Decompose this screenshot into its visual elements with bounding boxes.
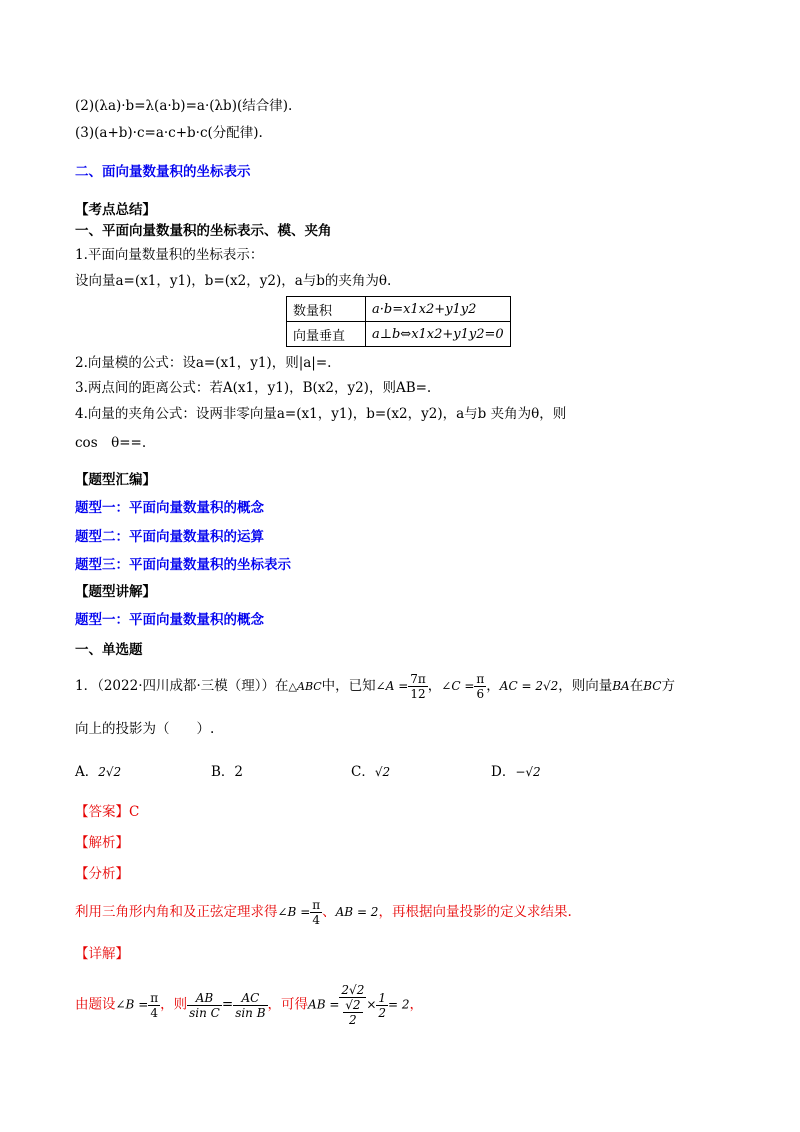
type-link-1[interactable]: 题型一：平面向量数量积的概念: [75, 500, 264, 516]
problem-number: 1．: [75, 678, 98, 694]
option-b[interactable]: [211, 760, 243, 780]
ab-lhs: AB =: [308, 997, 340, 1012]
fraction-numerator: π: [312, 898, 321, 912]
option-value: −√2: [515, 765, 541, 779]
angle-a-fraction: [408, 672, 428, 701]
single-choice-title: 一、单选题: [75, 642, 143, 658]
fraction-denominator: 4: [312, 913, 321, 927]
tixing-title: 【题型汇编】: [75, 472, 156, 488]
equals-sign: =: [221, 996, 234, 1013]
sine-law-rhs: [233, 991, 267, 1020]
separator: 、: [322, 904, 336, 920]
detail-get: ，可得: [267, 996, 309, 1013]
type-link-2[interactable]: 题型二：平面向量数量积的运算: [75, 529, 264, 545]
dot-product-table: [286, 296, 511, 347]
fraction-numerator: π: [150, 990, 159, 1005]
table-value-cell: a⊥b⇔x1x2+y1y2=0: [366, 322, 511, 347]
angle-b-lhs: ∠B =: [115, 997, 149, 1012]
separator: ，: [486, 678, 500, 694]
option-a[interactable]: [75, 760, 121, 780]
angle-c-fraction: [474, 672, 486, 701]
fraction-denominator: 2: [349, 1013, 357, 1027]
item1-text: 1.平面向量数量积的坐标表示：: [75, 247, 264, 263]
fraction-denominator: [339, 998, 366, 1027]
option-label: D．: [491, 764, 516, 780]
fraction-denominator: 12: [410, 687, 426, 701]
fraction-numerator: 2√2: [341, 983, 365, 997]
jiangjie-title: 【题型讲解】: [75, 584, 156, 600]
option-value: 2: [234, 764, 244, 780]
table-row: [287, 322, 511, 347]
item4-text: 4.向量的夹角公式：设两非零向量a=(x1，y1)，b=(x2，y2)，a与b 夹角为θ，则: [75, 406, 567, 422]
distributive-law-line: (3)(a+b)·c=a·c+b·c(分配律).: [75, 125, 263, 141]
option-value: √2: [374, 765, 391, 779]
subsection-title: 一、平面向量数量积的坐标表示、模、夹角: [75, 223, 332, 239]
problem-ask: 方: [661, 678, 675, 694]
item2-text: 2.向量模的公式：设a=(x1，y1)，则|a|=.: [75, 355, 332, 371]
fraction-numerator: AB: [187, 991, 222, 1006]
fraction-numerator: 1: [378, 990, 387, 1005]
problem-1-line2: 向上的投影为（ ）.: [75, 721, 215, 737]
times-sign: ×: [366, 997, 377, 1012]
fenxi-text: [75, 897, 572, 927]
inner-fraction: [343, 998, 362, 1027]
fraction-denominator: sin C: [189, 1005, 220, 1020]
fraction-numerator: 7π: [410, 672, 426, 686]
fraction-denominator: 6: [476, 687, 485, 701]
analysis-tag: 【解析】: [75, 835, 129, 851]
angle-b-fraction: [310, 898, 322, 927]
fenxi-tag: 【分析】: [75, 866, 129, 882]
option-label: A．: [75, 764, 99, 780]
result-value: = 2: [388, 997, 410, 1012]
fraction-denominator: 4: [150, 1005, 159, 1020]
table-label-cell: 向量垂直: [287, 322, 366, 347]
fraction-denominator: 2: [378, 1005, 387, 1020]
detail-pre: 由题设: [75, 996, 116, 1013]
answer-line: 【答案】C: [75, 804, 140, 820]
xiangjie-tag: 【详解】: [75, 946, 129, 962]
type1-heading: 题型一：平面向量数量积的概念: [75, 612, 264, 628]
fenxi-post: ，再根据向量投影的定义求结果.: [378, 904, 572, 920]
item3-text: 3.两点间的距离公式：若A(x1，y1)，B(x2，y2)，则AB=.: [75, 380, 432, 396]
vector-bc: BC: [643, 679, 662, 693]
option-label: B．: [211, 764, 235, 780]
fenxi-pre: 利用三角形内角和及正弦定理求得: [75, 904, 278, 920]
separator: ，: [427, 678, 442, 694]
triangle-abc: △ABC: [288, 680, 322, 693]
problem-source: （2022·四川成都·三模（理））在: [97, 678, 289, 694]
problem-ask: ，则向量: [558, 678, 613, 694]
angle-a-lhs: ∠A =: [375, 679, 409, 693]
type-link-3[interactable]: 题型三：平面向量数量积的坐标表示: [75, 557, 291, 573]
detail-line: [75, 983, 423, 1027]
compound-fraction: [339, 983, 366, 1027]
angle-b-lhs: ∠B =: [277, 905, 311, 919]
vector-ba: BA: [612, 679, 630, 693]
associative-law-line: (2)(λa)·b=λ(a·b)=a·(λb)(结合律).: [75, 98, 293, 114]
option-label: C．: [351, 764, 375, 780]
angle-b-fraction: [148, 991, 160, 1020]
problem-known: 中，已知: [321, 678, 376, 694]
detail-end: ，: [409, 996, 424, 1013]
option-value: 2√2: [98, 765, 122, 779]
item1-setup: 设向量a=(x1，y1)，b=(x2，y2)，a与b的夹角为θ.: [75, 273, 392, 289]
table-row: [287, 297, 511, 322]
fraction-numerator: √2: [345, 998, 361, 1012]
problem-ask: 在: [629, 678, 644, 694]
sine-law-lhs: [187, 991, 222, 1020]
option-c[interactable]: [351, 760, 390, 780]
problem-1-statement: [75, 672, 675, 701]
option-d[interactable]: [491, 760, 541, 780]
detail-then: ，则: [160, 996, 188, 1013]
fraction-numerator: π: [476, 672, 485, 686]
ab-value: AB = 2: [335, 905, 379, 919]
table-value-cell: a·b=x1x2+y1y2: [366, 297, 511, 322]
kaodian-title: 【考点总结】: [75, 202, 156, 218]
ac-value: AC = 2√2: [499, 679, 559, 693]
table-label-cell: 数量积: [287, 297, 366, 322]
fraction-denominator: sin B: [235, 1005, 266, 1020]
angle-c-lhs: ∠C =: [441, 679, 475, 693]
half-fraction: [376, 991, 388, 1020]
item4-continuation: cos θ==.: [75, 435, 147, 451]
section2-title: 二、面向量数量积的坐标表示: [75, 164, 251, 180]
fraction-numerator: AC: [233, 991, 267, 1006]
